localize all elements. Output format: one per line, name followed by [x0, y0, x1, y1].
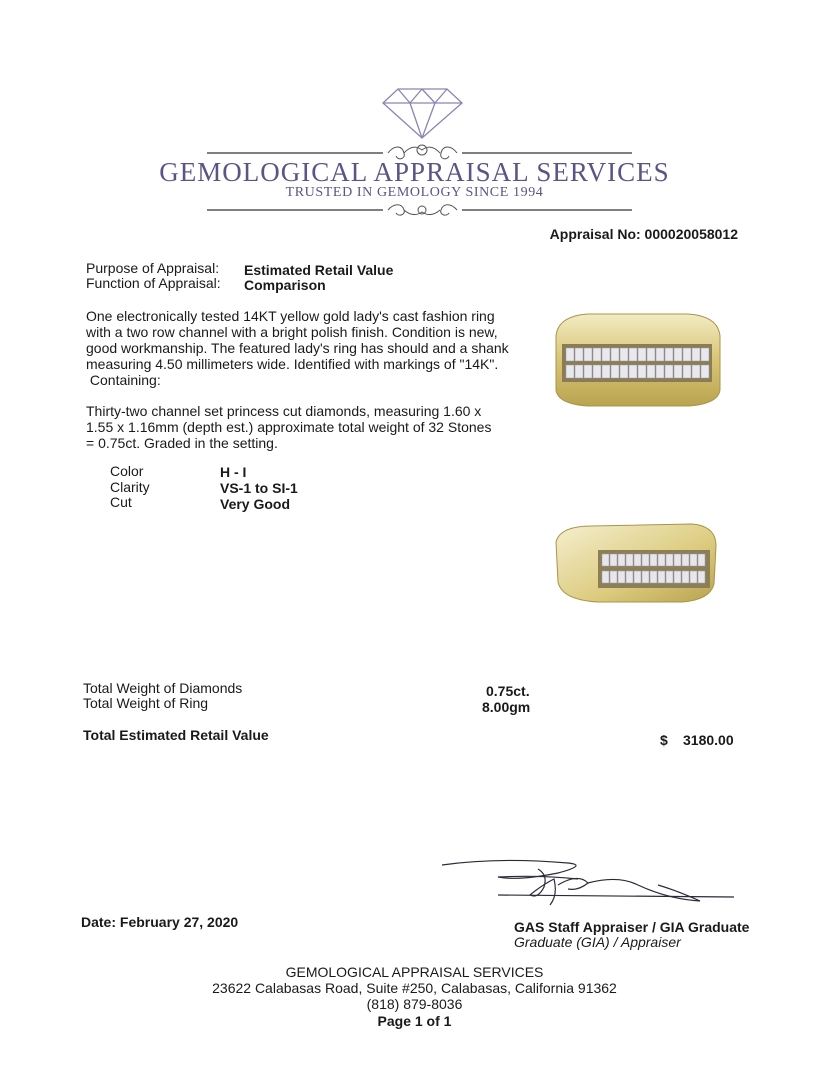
appraiser-subtitle: Graduate (GIA) / Appraiser	[514, 934, 681, 950]
ornament-bottom-icon	[388, 205, 457, 215]
function-label: Function of Appraisal:	[86, 275, 221, 291]
footer-address: 23622 Calabasas Road, Suite #250, Calabasas, California 91362	[212, 980, 617, 996]
ring-photo-front	[548, 308, 726, 410]
purpose-label: Purpose of Appraisal:	[86, 260, 220, 276]
stones-line: = 0.75ct. Graded in the setting.	[86, 435, 278, 451]
company-name: GEMOLOGICAL APPRAISAL SERVICES	[159, 157, 670, 187]
description-line: measuring 4.50 millimeters wide. Identified with markings of "14K".	[86, 356, 499, 372]
clarity-label: Clarity	[110, 479, 150, 495]
item-description	[86, 308, 526, 388]
total-retail-value: 3180.00	[683, 732, 734, 748]
clarity-value: VS-1 to SI-1	[220, 480, 298, 496]
total-ring-value: 8.00gm	[482, 699, 531, 715]
total-diamonds-label: Total Weight of Diamonds	[83, 680, 243, 696]
function-value: Comparison	[244, 277, 326, 293]
total-retail-label: Total Estimated Retail Value	[83, 727, 269, 743]
color-label: Color	[110, 463, 144, 479]
appraisal-date: Date: February 27, 2020	[81, 914, 239, 930]
company-tagline: TRUSTED IN GEMOLOGY SINCE 1994	[285, 185, 544, 200]
total-ring-label: Total Weight of Ring	[83, 695, 209, 711]
appraiser-title: GAS Staff Appraiser / GIA Graduate	[514, 919, 750, 935]
color-value: H - I	[220, 464, 247, 480]
stones-line: Thirty-two channel set princess cut diamonds, measuring 1.60 x	[86, 403, 482, 419]
stones-line: 1.55 x 1.16mm (depth est.) approximate total weight of 32 Stones	[86, 419, 492, 435]
cut-value: Very Good	[220, 496, 291, 512]
page-number: Page 1 of 1	[377, 1013, 452, 1029]
description-line: Containing:	[86, 372, 161, 388]
currency-symbol: $	[660, 732, 668, 748]
ring-photo-angle	[552, 520, 722, 606]
appraiser-signature	[438, 855, 738, 915]
purpose-value: Estimated Retail Value	[244, 262, 394, 278]
footer-company: GEMOLOGICAL APPRAISAL SERVICES	[285, 964, 544, 980]
description-line: One electronically tested 14KT yellow gold lady's cast fashion ring	[86, 308, 495, 324]
stones-description	[86, 403, 526, 451]
appraisal-number: Appraisal No: 000020058012	[549, 226, 738, 242]
footer-phone: (818) 879-8036	[366, 996, 463, 1012]
diamond-icon	[383, 89, 462, 138]
description-line: good workmanship. The featured lady's ring has should and a shank	[86, 340, 509, 356]
cut-label: Cut	[110, 494, 132, 510]
total-diamonds-value: 0.75ct.	[486, 683, 530, 699]
description-line: with a two row channel with a bright polish finish. Condition is new,	[86, 324, 498, 340]
